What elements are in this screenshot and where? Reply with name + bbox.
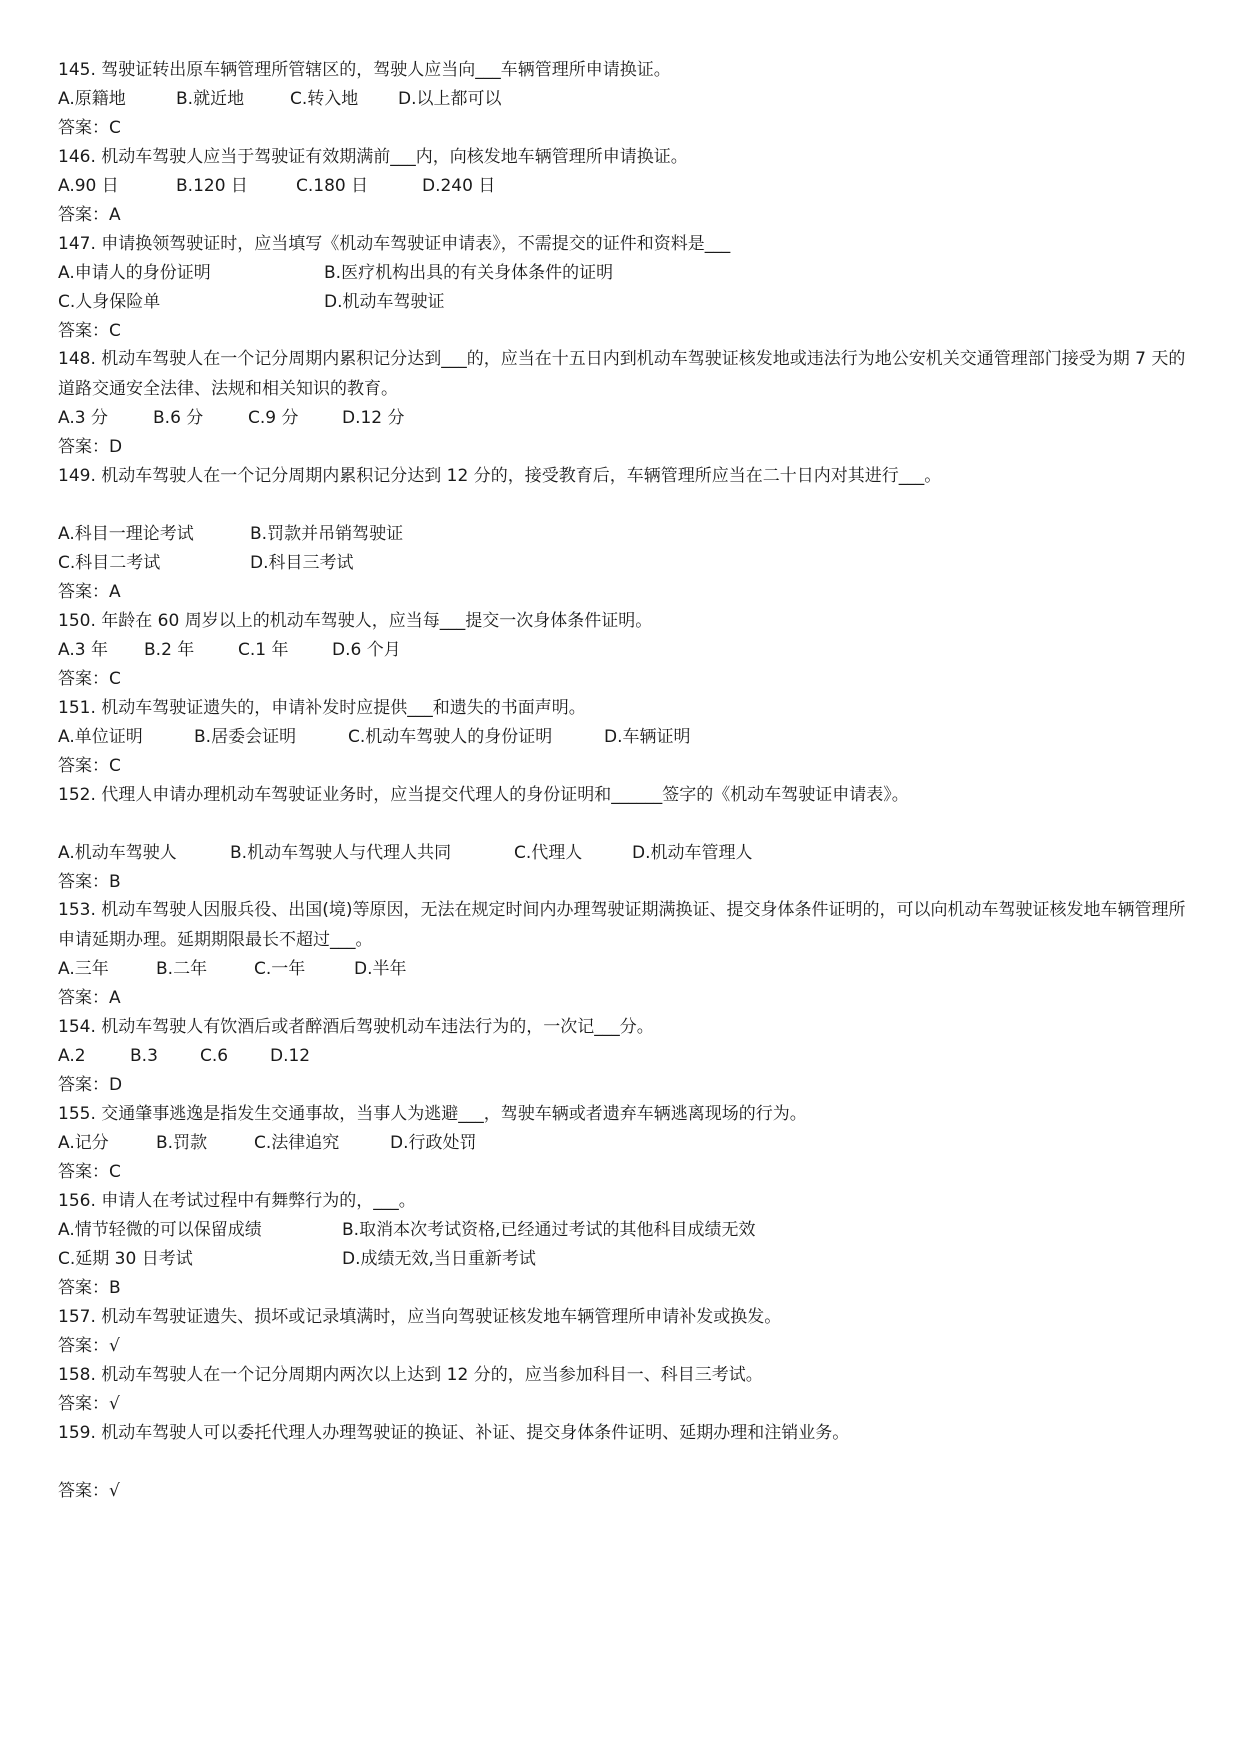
option-d: D.机动车管理人 — [632, 843, 753, 863]
answer-line: 答案：A — [58, 205, 121, 225]
option-d: D.半年 — [354, 959, 407, 979]
option-d: D.以上都可以 — [398, 89, 502, 109]
question-stem: 156. 申请人在考试过程中有舞弊行为的，___。 — [58, 1191, 416, 1211]
answer-line: 答案：B — [58, 872, 121, 892]
answer-line: 答案：C — [58, 1162, 121, 1182]
option-d: D.机动车驾驶证 — [324, 292, 445, 312]
answer-line: 答案：A — [58, 582, 121, 602]
option-b: B.二年 — [156, 959, 208, 979]
option-c: C.9 分 — [248, 408, 299, 428]
option-a: A.机动车驾驶人 — [58, 843, 177, 863]
answer-line: 答案：√ — [58, 1336, 120, 1356]
option-a: A.申请人的身份证明 — [58, 263, 211, 283]
option-a: A.三年 — [58, 959, 109, 979]
option-b: B.罚款并吊销驾驶证 — [250, 524, 404, 544]
option-b: B.就近地 — [176, 89, 245, 109]
answer-line: 答案：A — [58, 988, 121, 1008]
answer-line: 答案：C — [58, 756, 121, 776]
question-stem: 157. 机动车驾驶证遗失、损坏或记录填满时，应当向驾驶证核发地车辆管理所申请补发或换发。 — [58, 1307, 782, 1327]
question-stem: 159. 机动车驾驶人可以委托代理人办理驾驶证的换证、补证、提交身体条件证明、延期办理和注销业务。 — [58, 1423, 850, 1443]
option-b: B.2 年 — [144, 640, 195, 660]
option-c: C.180 日 — [296, 176, 369, 196]
option-c: C.一年 — [254, 959, 306, 979]
question-stem: 153. 机动车驾驶人因服兵役、出国(境)等原因，无法在规定时间内办理驾驶证期满换证、提交身体条件证明的，可以向机动车驾驶证核发地车辆管理所申请延期办理。延期期限最长不超过___。 — [58, 900, 1186, 950]
answer-line: 答案：B — [58, 1278, 121, 1298]
option-c: C.延期 30 日考试 — [58, 1249, 193, 1269]
question-stem: 150. 年龄在 60 周岁以上的机动车驾驶人，应当每___提交一次身体条件证明。 — [58, 611, 653, 631]
option-c: C.转入地 — [290, 89, 359, 109]
option-c: C.代理人 — [514, 843, 583, 863]
question-stem: 149. 机动车驾驶人在一个记分周期内累积记分达到 12 分的，接受教育后，车辆管理所应当在二十日内对其进行___。 — [58, 466, 942, 486]
option-b: B.3 — [130, 1046, 158, 1066]
question-stem: 155. 交通肇事逃逸是指发生交通事故，当事人为逃避___，驾驶车辆或者遗弃车辆逃离现场的行为。 — [58, 1104, 807, 1124]
option-d: D.6 个月 — [332, 640, 401, 660]
question-stem: 145. 驾驶证转出原车辆管理所管辖区的，驾驶人应当向___车辆管理所申请换证。 — [58, 60, 671, 80]
option-d: D.12 — [270, 1046, 311, 1066]
option-a: A.单位证明 — [58, 727, 143, 747]
option-d: D.行政处罚 — [390, 1133, 477, 1153]
question-stem: 158. 机动车驾驶人在一个记分周期内两次以上达到 12 分的，应当参加科目一、科目三考试。 — [58, 1365, 763, 1385]
answer-line: 答案：C — [58, 321, 121, 341]
answer-line: 答案：C — [58, 118, 121, 138]
answer-line: 答案：√ — [58, 1481, 120, 1501]
option-d: D.12 分 — [342, 408, 405, 428]
option-a: A.90 日 — [58, 176, 119, 196]
option-b: B.罚款 — [156, 1133, 208, 1153]
option-d: D.成绩无效,当日重新考试 — [342, 1249, 536, 1269]
option-a: A.情节轻微的可以保留成绩 — [58, 1220, 262, 1240]
question-stem: 152. 代理人申请办理机动车驾驶证业务时，应当提交代理人的身份证明和______签字的《机动车驾驶证申请表》。 — [58, 785, 909, 805]
answer-line: 答案：D — [58, 1075, 123, 1095]
option-b: B.取消本次考试资格,已经通过考试的其他科目成绩无效 — [342, 1220, 756, 1240]
option-c: C.人身保险单 — [58, 292, 161, 312]
option-c: C.机动车驾驶人的身份证明 — [348, 727, 553, 747]
option-c: C.1 年 — [238, 640, 289, 660]
answer-line: 答案：C — [58, 669, 121, 689]
option-c: C.科目二考试 — [58, 553, 161, 573]
option-a: A.2 — [58, 1046, 86, 1066]
option-a: A.原籍地 — [58, 89, 126, 109]
option-a: A.科目一理论考试 — [58, 524, 194, 544]
option-b: B.机动车驾驶人与代理人共同 — [230, 843, 452, 863]
answer-line: 答案：D — [58, 437, 123, 457]
option-d: D.车辆证明 — [604, 727, 691, 747]
option-c: C.6 — [200, 1046, 229, 1066]
option-b: B.医疗机构出具的有关身体条件的证明 — [324, 263, 614, 283]
question-stem: 148. 机动车驾驶人在一个记分周期内累积记分达到___的，应当在十五日内到机动车驾驶证核发地或违法行为地公安机关交通管理部门接受为期 7 天的道路交通安全法律、法规和相关知识的教育。 — [58, 349, 1186, 399]
question-stem: 154. 机动车驾驶人有饮酒后或者醉酒后驾驶机动车违法行为的，一次记___分。 — [58, 1017, 654, 1037]
option-b: B.6 分 — [153, 408, 204, 428]
option-b: B.居委会证明 — [194, 727, 297, 747]
question-stem: 151. 机动车驾驶证遗失的，申请补发时应提供___和遗失的书面声明。 — [58, 698, 586, 718]
question-stem: 146. 机动车驾驶人应当于驾驶证有效期满前___内，向核发地车辆管理所申请换证。 — [58, 147, 688, 167]
option-d: D.科目三考试 — [250, 553, 354, 573]
option-d: D.240 日 — [422, 176, 496, 196]
option-b: B.120 日 — [176, 176, 248, 196]
answer-line: 答案：√ — [58, 1394, 120, 1414]
option-a: A.3 分 — [58, 408, 108, 428]
question-stem: 147. 申请换领驾驶证时，应当填写《机动车驾驶证申请表》，不需提交的证件和资料是___ — [58, 234, 731, 254]
option-c: C.法律追究 — [254, 1133, 340, 1153]
option-a: A.3 年 — [58, 640, 108, 660]
option-a: A.记分 — [58, 1133, 109, 1153]
